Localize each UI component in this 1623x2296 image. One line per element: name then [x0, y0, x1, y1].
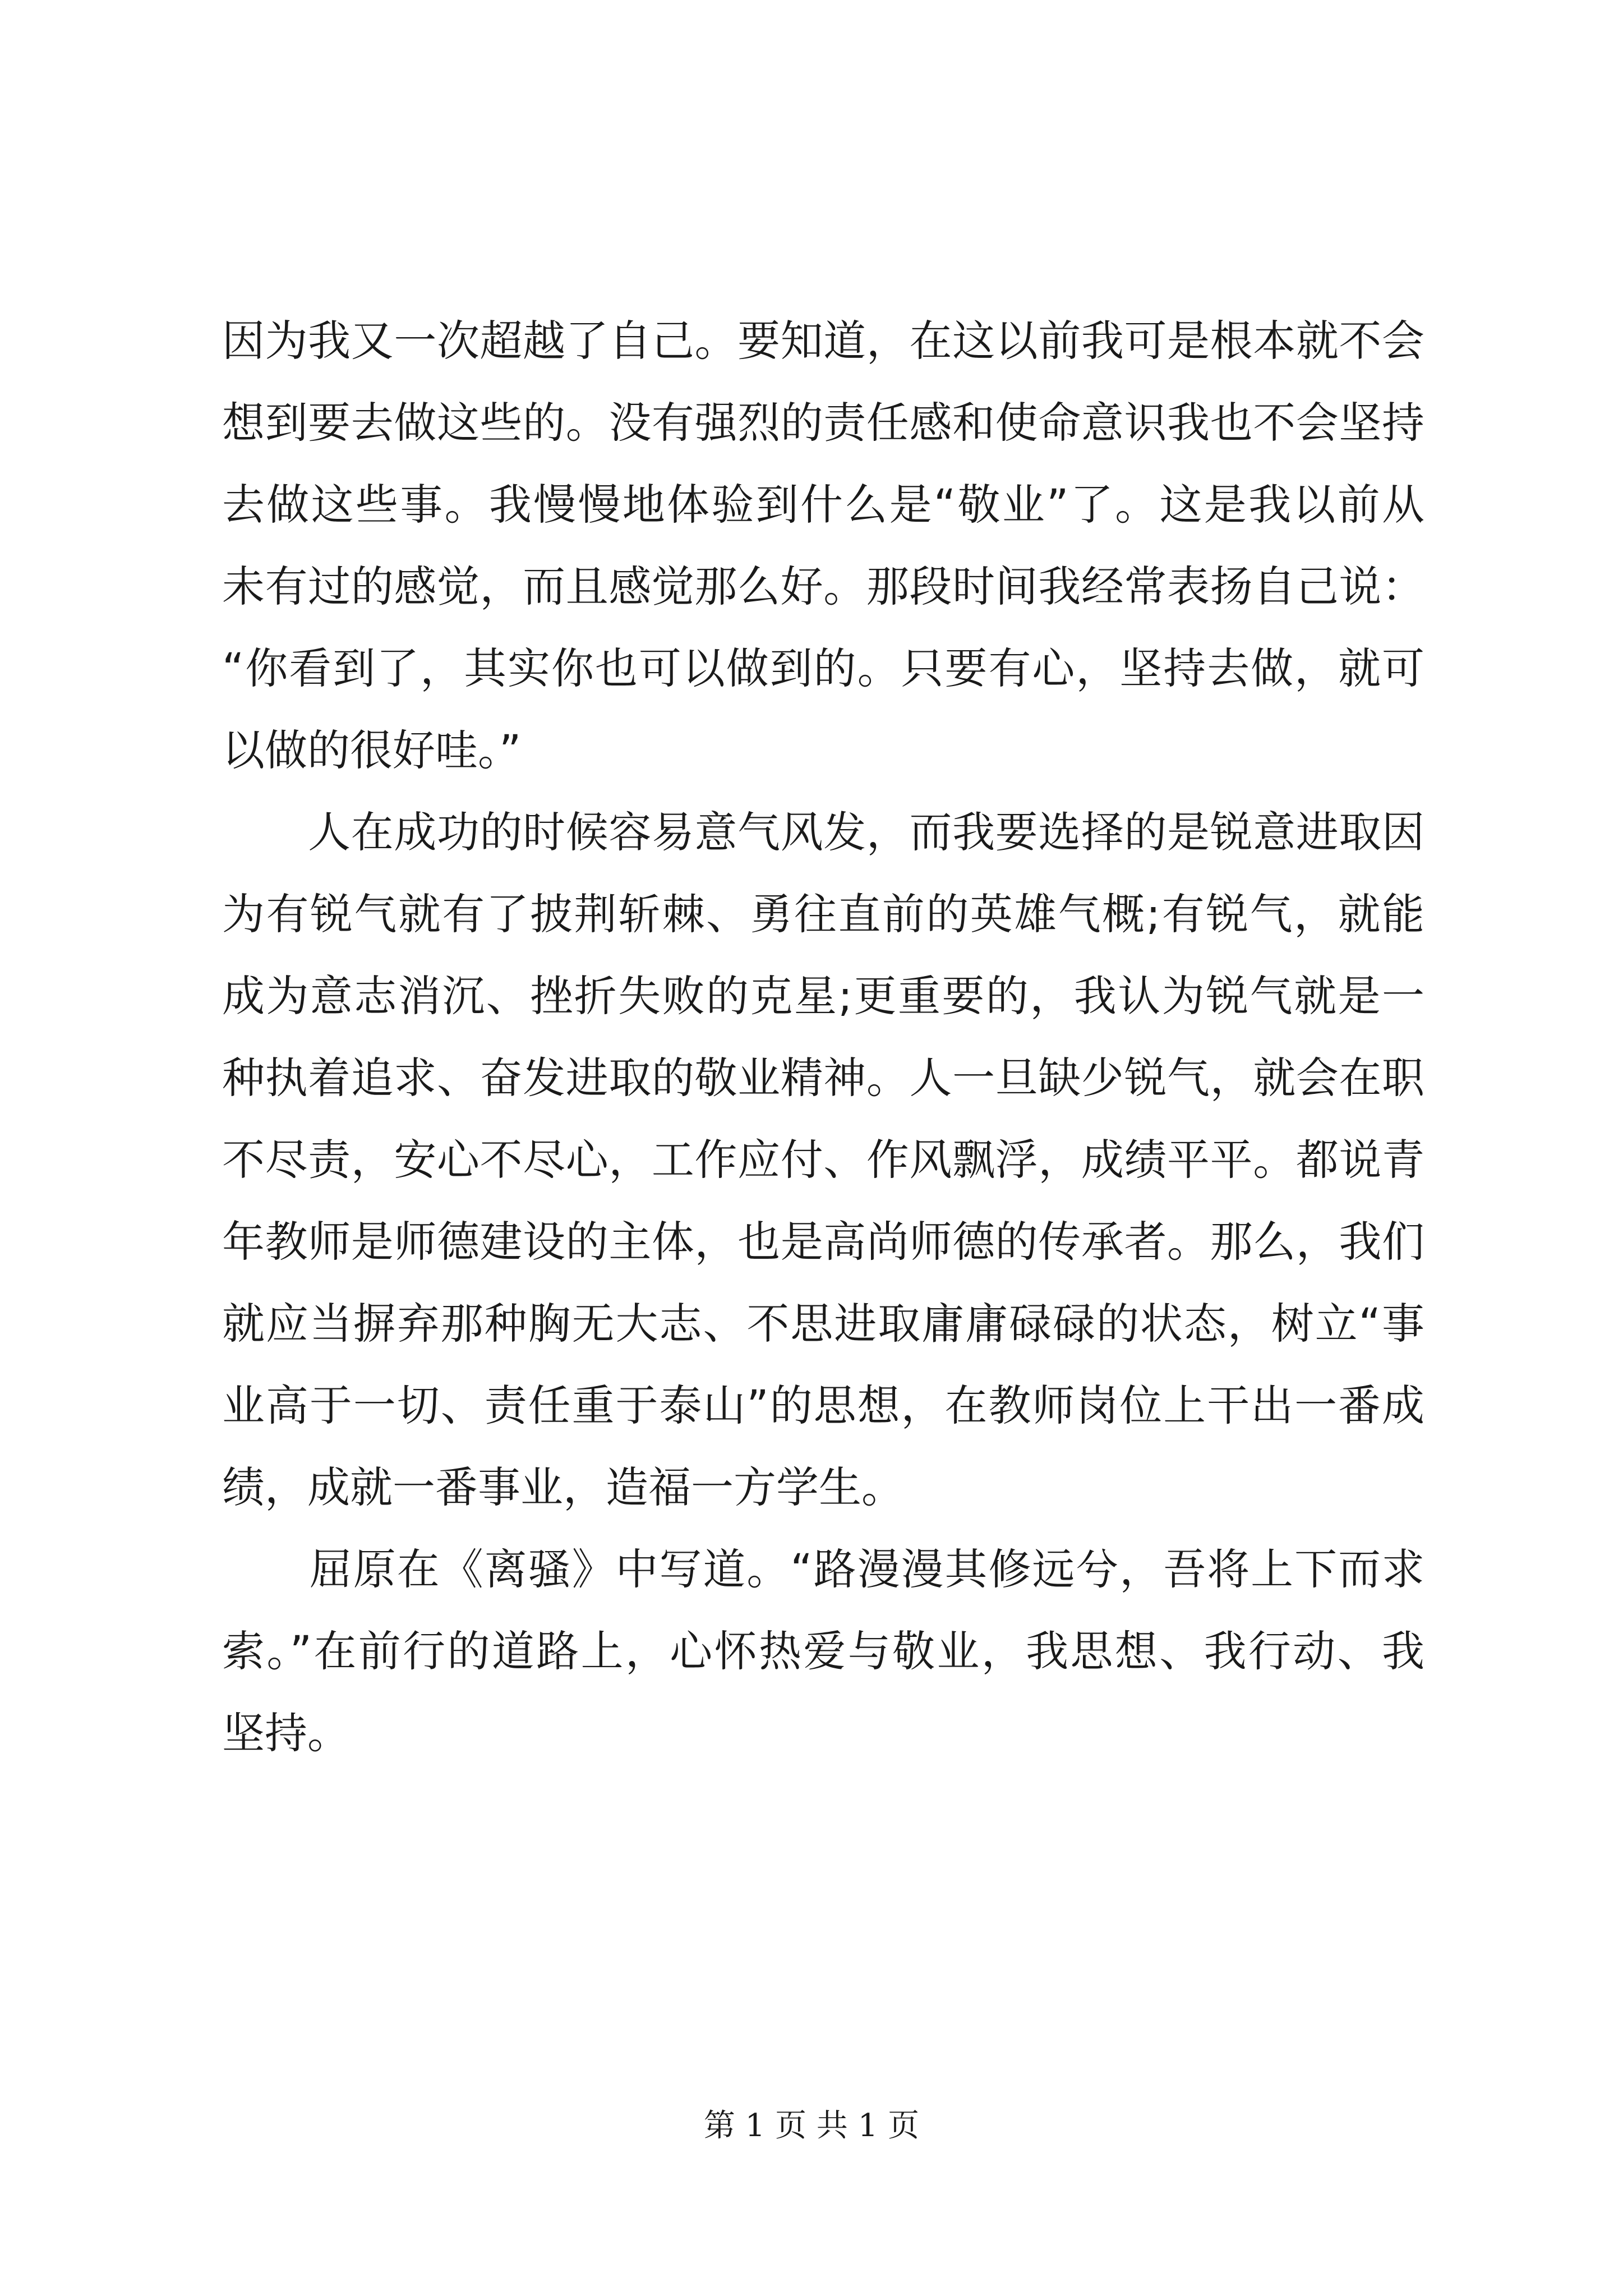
- text-line: 种执着追求、奋发进取的敬业精神。人一旦缺少锐气，就会在职: [222, 1053, 1424, 1103]
- text-line: 成为意志消沉、挫折失败的克星;更重要的，我认为锐气就是一: [222, 971, 1424, 1021]
- page-number-footer: 第 1 页 共 1 页: [703, 2108, 920, 2144]
- text-line: 就应当摒弃那种胸无大志、不思进取庸庸碌碌的状态，树立“事: [222, 1299, 1424, 1349]
- text-line: 年教师是师德建设的主体，也是高尚师德的传承者。那么，我们: [222, 1217, 1424, 1267]
- text-line: 为有锐气就有了披荆斩棘、勇往直前的英雄气概;有锐气，就能: [222, 889, 1424, 939]
- text-line: 索。”在前行的道路上，心怀热爱与敬业，我思想、我行动、我: [222, 1626, 1424, 1676]
- text-line: 因为我又一次超越了自己。要知道，在这以前我可是根本就不会: [222, 316, 1424, 366]
- text-line: 不尽责，安心不尽心，工作应付、作风飘浮，成绩平平。都说青: [222, 1135, 1424, 1185]
- text-line: 想到要去做这些的。没有强烈的责任感和使命意识我也不会坚持: [222, 398, 1424, 448]
- text-line: 未有过的感觉，而且感觉那么好。那段时间我经常表扬自己说：: [222, 562, 1424, 611]
- text-line: 屈原在《离骚》中写道。“路漫漫其修远兮，吾将上下而求: [222, 1544, 1424, 1594]
- text-line: “你看到了，其实你也可以做到的。只要有心，坚持去做，就可: [222, 643, 1424, 693]
- text-line: 绩，成就一番事业，造福一方学生。: [222, 1462, 904, 1512]
- text-line: 人在成功的时候容易意气风发，而我要选择的是锐意进取因: [222, 807, 1424, 857]
- text-line: 去做这些事。我慢慢地体验到什么是“敬业”了。这是我以前从: [222, 480, 1424, 530]
- text-line: 业高于一切、责任重于泰山”的思想，在教师岗位上干出一番成: [222, 1381, 1424, 1430]
- text-line: 以做的很好哇。”: [222, 725, 522, 775]
- text-line: 坚持。: [222, 1708, 350, 1758]
- document-body: [222, 300, 1424, 1774]
